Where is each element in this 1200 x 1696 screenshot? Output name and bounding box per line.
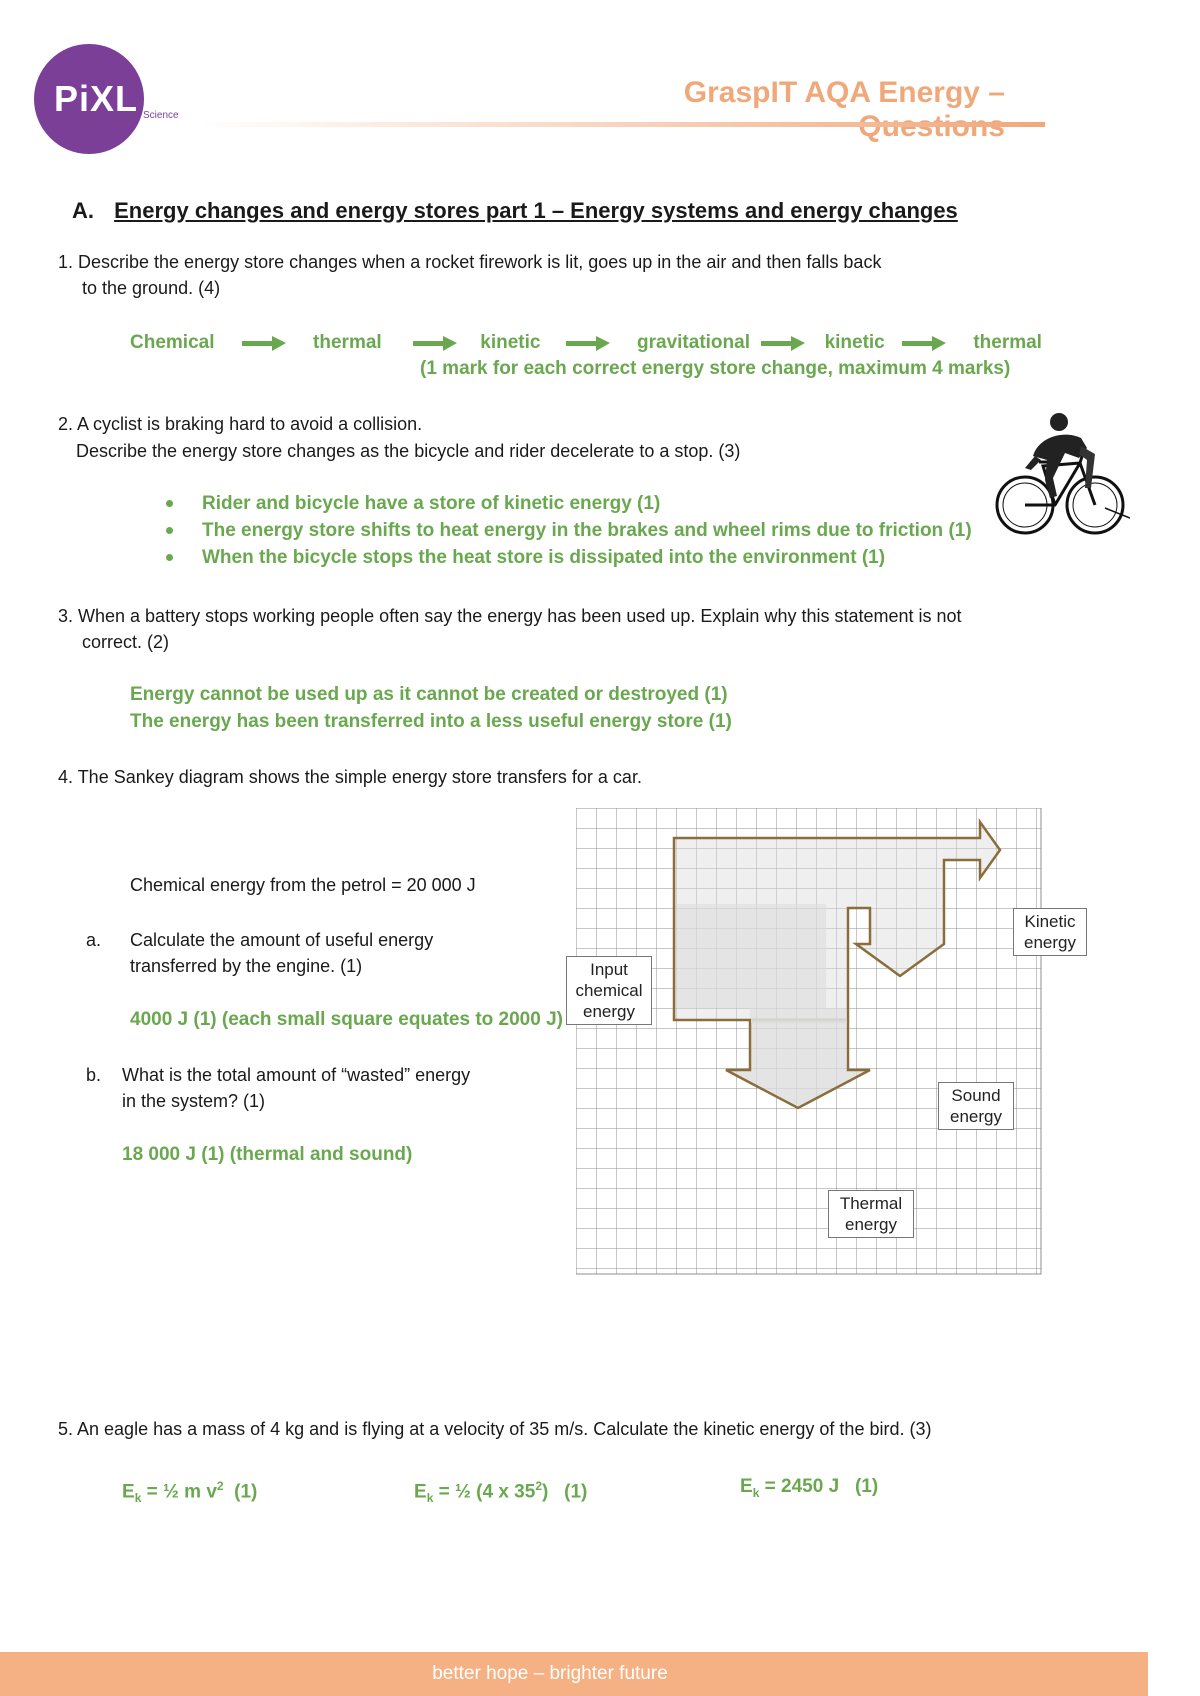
q2-text-line1: 2. A cyclist is braking hard to avoid a collision. <box>58 414 423 434</box>
store-gravitational: gravitational <box>637 332 750 353</box>
header-rule <box>200 122 1045 127</box>
q3-text-line1: 3. When a battery stops working people often say the energy has been used up. Explain why this statement is not <box>58 606 962 626</box>
q1-text-line2: to the ground. (4) <box>82 278 221 298</box>
logo-subtext: Science <box>143 110 179 121</box>
store-thermal-2: thermal <box>973 332 1042 353</box>
q1-text-line1: 1. Describe the energy store changes when a rocket firework is lit, goes up in the air and then falls back <box>58 252 882 272</box>
section-letter: A. <box>72 198 94 223</box>
list-item: Rider and bicycle have a store of kinetic energy (1) <box>166 490 972 517</box>
arrow-icon <box>566 336 610 350</box>
sankey-thermal-gap <box>751 1018 847 1023</box>
sankey-kinetic-label: Kinetic energy <box>1013 908 1087 956</box>
q2-answer-list <box>166 490 972 571</box>
q5-text-line1: 5. An eagle has a mass of 4 kg and is flying at a velocity of 35 m/s. Calculate the kinetic energy of the bird. (3) <box>58 1419 932 1439</box>
cyclist-icon <box>995 408 1130 538</box>
bullet-icon <box>166 527 173 534</box>
q4a-label: a. <box>86 930 102 950</box>
sankey-flow-outline <box>674 822 1000 1020</box>
sankey-input-label: Input chemical energy <box>566 956 652 1025</box>
q3-answer-1: Energy cannot be used up as it cannot be created or destroyed (1) <box>130 684 728 705</box>
store-kinetic-2: kinetic <box>824 332 885 353</box>
page-title: GraspIT AQA Energy – <box>683 76 1005 109</box>
arrow-icon <box>242 336 286 350</box>
footer-text: better hope – brighter future <box>432 1663 668 1684</box>
q4a-line1: Calculate the amount of useful energy <box>130 930 434 950</box>
q4b-line2: in the system? (1) <box>122 1091 266 1111</box>
q4b-answer: 18 000 J (1) (thermal and sound) <box>122 1144 413 1165</box>
sankey-thermal-label: Thermal energy <box>828 1190 914 1238</box>
arrow-icon <box>761 336 805 350</box>
q5-equation-1: $E_k$ = ½ m $v^2$ (1) <box>122 1479 258 1506</box>
list-item: When the bicycle stops the heat store is dissipated into the environment (1) <box>166 544 972 571</box>
bullet-icon <box>166 554 173 561</box>
q1-store-chain <box>130 329 1042 356</box>
q4a-line2: transferred by the engine. (1) <box>130 956 363 976</box>
list-item: The energy store shifts to heat energy in the brakes and wheel rims due to friction (1) <box>166 517 972 544</box>
q3-text-line2: correct. (2) <box>82 632 170 652</box>
arrow-icon <box>413 336 457 350</box>
pixl-logo <box>34 44 144 154</box>
q5-equation-2: $E_k$ = ½ (4 x $35^2$) (1) <box>414 1479 588 1506</box>
q5-equation-3: $E_k = 2450$ J (1) <box>740 1476 879 1500</box>
arrow-icon <box>902 336 946 350</box>
q4b-line1: What is the total amount of “wasted” energy <box>122 1065 471 1085</box>
logo-text: PiXL <box>54 78 139 119</box>
store-thermal: thermal <box>313 332 382 353</box>
sankey-figure <box>576 808 1042 1276</box>
q4-given: Chemical energy from the petrol = 20 000 J <box>130 875 476 895</box>
q4b-label: b. <box>86 1065 102 1085</box>
store-kinetic: kinetic <box>480 332 541 353</box>
bullet-icon <box>166 500 173 507</box>
q1-mark-note: (1 mark for each correct energy store change, maximum 4 marks) <box>420 358 1011 379</box>
q4a-answer: 4000 J (1) (each small square equates to 2000 J) <box>130 1009 563 1030</box>
q3-answer-2: The energy has been transferred into a less useful energy store (1) <box>130 711 732 732</box>
sankey-sound-label: Sound energy <box>938 1082 1014 1130</box>
q2-text-line2: Describe the energy store changes as the bicycle and rider decelerate to a stop. (3) <box>76 441 741 461</box>
section-heading <box>72 198 958 224</box>
sankey-thermal-arrow <box>726 1020 870 1108</box>
footer-bar <box>0 1652 1148 1696</box>
section-title: Energy changes and energy stores part 1 – Energy systems and energy changes <box>114 198 958 223</box>
store-chemical: Chemical <box>130 332 215 353</box>
q4-text-line1: 4. The Sankey diagram shows the simple energy store transfers for a car. <box>58 767 642 787</box>
